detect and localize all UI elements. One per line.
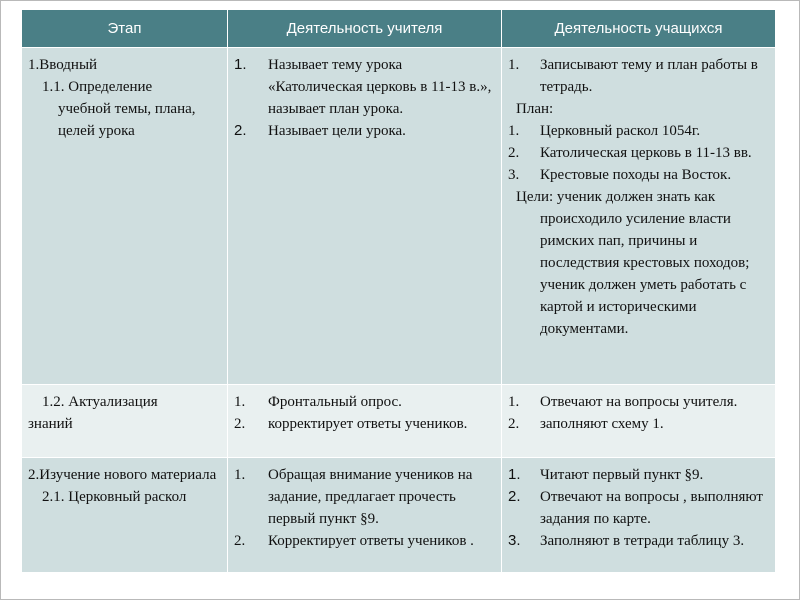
item-text: заполняют схему 1.	[540, 416, 664, 432]
item-text: Корректирует ответы учеников .	[268, 533, 474, 549]
students-cell	[502, 385, 776, 458]
item-number: 2.	[234, 533, 246, 549]
list-item	[508, 391, 769, 413]
item-number: 1.	[234, 56, 247, 73]
list-item	[508, 54, 769, 98]
item-number: 3.	[508, 167, 520, 183]
stage-subtitle: 1.1. Определение	[42, 79, 153, 95]
header-stage: Этап	[22, 10, 228, 48]
stage-cell	[22, 385, 228, 458]
header-teacher: Деятельность учителя	[228, 10, 502, 48]
stage-title: 1.Вводный	[28, 57, 98, 73]
item-text: Церковный раскол 1054г.	[540, 123, 701, 139]
list-item	[234, 413, 495, 435]
item-text: Называет цели урока.	[268, 123, 406, 139]
goals-text: ученик должен уметь работать с картой и историческими документами.	[540, 277, 747, 337]
stage-title-rest: знаний	[28, 416, 73, 432]
stage-subtitle-rest: учебной темы, плана, целей урока	[58, 101, 196, 139]
list-item	[234, 464, 495, 530]
stage-title: 1.2. Актуализация	[42, 394, 158, 410]
list-item	[508, 530, 769, 552]
table-row	[22, 385, 776, 458]
item-number: 1.	[234, 467, 246, 483]
item-text: корректирует ответы учеников.	[268, 416, 468, 432]
stage-subtitle: 2.1. Церковный раскол	[42, 489, 187, 505]
item-number: 1.	[508, 394, 520, 410]
item-number: 2.	[508, 145, 520, 161]
teacher-cell	[228, 458, 502, 573]
students-cell	[502, 458, 776, 573]
goals-label: Цели: ученик должен знать как	[516, 189, 716, 205]
item-number: 1.	[508, 123, 520, 139]
students-cell	[502, 48, 776, 385]
plan-label: План:	[516, 101, 554, 117]
table-row	[22, 48, 776, 385]
item-text: Католическая церковь в 11-13 вв.	[540, 145, 752, 161]
list-item	[234, 120, 495, 142]
stage-cell	[22, 48, 228, 385]
item-text: Называет тему урока «Католическая церковь в 11-13 в.», называет план урока.	[268, 57, 492, 117]
list-item	[508, 413, 769, 435]
item-text: Крестовые походы на Восток.	[540, 167, 732, 183]
item-number: 2.	[508, 416, 520, 432]
item-number: 3.	[508, 532, 521, 549]
teacher-cell	[228, 48, 502, 385]
item-number: 2.	[234, 122, 247, 139]
goals-text: происходило усиление власти римских пап, причины и последствия крестовых походов;	[540, 211, 750, 271]
item-number: 1.	[234, 394, 246, 410]
item-text: Заполняют в тетради таблицу 3.	[540, 533, 745, 549]
list-item	[508, 464, 769, 486]
list-item	[234, 530, 495, 552]
list-item	[508, 486, 769, 530]
stage-cell	[22, 458, 228, 573]
item-text: Отвечают на вопросы , выполняют задания по карте.	[540, 489, 763, 527]
item-text: Отвечают на вопросы учителя.	[540, 394, 738, 410]
list-item	[508, 120, 769, 142]
teacher-cell	[228, 385, 502, 458]
item-text: Записывают тему и план работы в тетрадь.	[540, 57, 758, 95]
table-header-row	[22, 10, 776, 48]
lesson-plan-table	[21, 10, 776, 572]
table-row	[22, 458, 776, 573]
item-number: 2.	[508, 488, 521, 505]
item-text: Обращая внимание учеников на задание, предлагает прочесть первый пункт §9.	[268, 467, 473, 527]
stage-title: 2.Изучение нового материала	[28, 467, 217, 483]
header-students: Деятельность учащихся	[502, 10, 776, 48]
list-item	[508, 142, 769, 164]
item-number: 1.	[508, 466, 521, 483]
item-text: Фронтальный опрос.	[268, 394, 402, 410]
list-item	[234, 54, 495, 120]
item-number: 2.	[234, 416, 246, 432]
list-item	[508, 164, 769, 186]
item-text: Читают первый пункт §9.	[540, 467, 704, 483]
item-number: 1.	[508, 57, 520, 73]
list-item	[234, 391, 495, 413]
